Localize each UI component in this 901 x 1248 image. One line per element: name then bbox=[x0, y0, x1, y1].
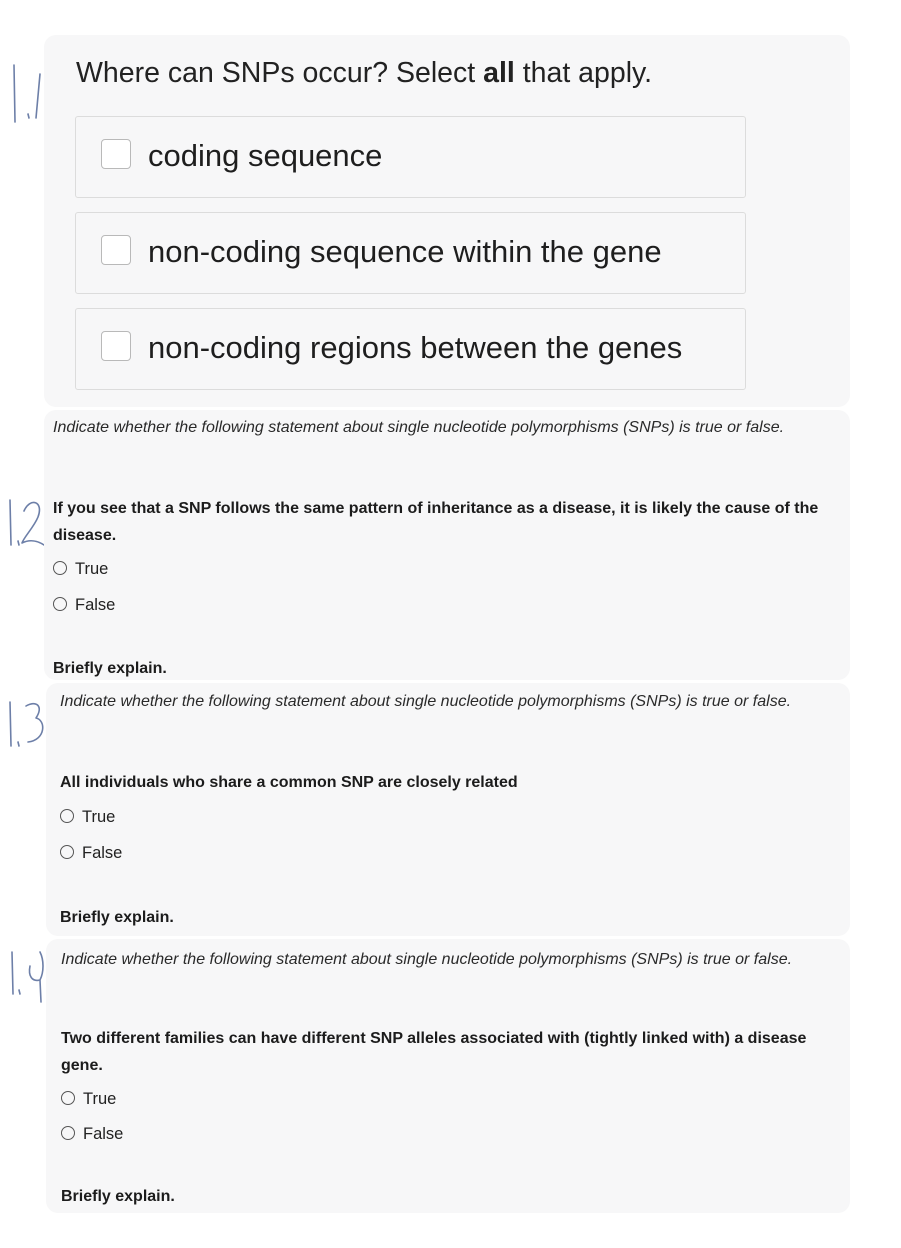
option-true[interactable] bbox=[53, 560, 108, 582]
option-label: coding sequence bbox=[148, 138, 383, 173]
option-coding-sequence[interactable] bbox=[75, 116, 746, 198]
option-non-coding-sequence-within-gene[interactable] bbox=[75, 212, 746, 294]
handwritten-label-1-3 bbox=[4, 696, 48, 756]
option-non-coding-regions-between-genes[interactable] bbox=[75, 308, 746, 390]
checkbox[interactable] bbox=[101, 139, 131, 169]
question-card-true-false-3 bbox=[46, 939, 850, 1213]
radio-button[interactable] bbox=[61, 1091, 75, 1105]
question-card-true-false-1 bbox=[44, 410, 850, 680]
option-label: True bbox=[82, 808, 116, 826]
radio-button[interactable] bbox=[53, 597, 67, 611]
question-statement: Two different families can have different SNP alleles associated with (tightly linked with) a disease gene. bbox=[61, 1030, 807, 1074]
option-label: True bbox=[75, 560, 109, 578]
radio-button[interactable] bbox=[60, 845, 74, 859]
question-title-text: Where can SNPs occur? Select bbox=[76, 57, 484, 89]
question-title-text-end: that apply. bbox=[514, 57, 653, 89]
option-label: False bbox=[83, 1125, 124, 1143]
question-card-snp-locations bbox=[44, 35, 850, 407]
option-true[interactable] bbox=[60, 808, 115, 830]
option-false[interactable] bbox=[60, 844, 122, 866]
question-statement: All individuals who share a common SNP are closely related bbox=[60, 774, 518, 791]
question-instruction: Indicate whether the following statement about single nucleotide polymorphisms (SNPs) is true or false. bbox=[61, 951, 793, 968]
handwritten-label-1-2 bbox=[4, 495, 48, 555]
handwritten-label-1-4 bbox=[6, 946, 50, 1006]
explain-prompt: Briefly explain. bbox=[53, 660, 167, 677]
option-false[interactable] bbox=[53, 596, 115, 618]
option-label: False bbox=[82, 844, 123, 862]
question-statement: If you see that a SNP follows the same pattern of inheritance as a disease, it is likely the cause of the disease. bbox=[53, 500, 819, 544]
option-label: non-coding sequence within the gene bbox=[148, 234, 662, 269]
question-title bbox=[76, 57, 652, 90]
radio-button[interactable] bbox=[61, 1126, 75, 1140]
option-label: non-coding regions between the genes bbox=[148, 330, 683, 365]
option-label: True bbox=[83, 1090, 117, 1108]
option-true[interactable] bbox=[61, 1090, 116, 1112]
checkbox[interactable] bbox=[101, 331, 131, 361]
handwritten-label-1-1 bbox=[6, 60, 46, 130]
option-label: False bbox=[75, 596, 116, 614]
explain-prompt: Briefly explain. bbox=[60, 909, 174, 926]
radio-button[interactable] bbox=[60, 809, 74, 823]
checkbox[interactable] bbox=[101, 235, 131, 265]
radio-button[interactable] bbox=[53, 561, 67, 575]
question-instruction: Indicate whether the following statement about single nucleotide polymorphisms (SNPs) is true or false. bbox=[53, 419, 785, 436]
explain-prompt: Briefly explain. bbox=[61, 1188, 175, 1205]
question-title-emphasis: all bbox=[483, 57, 515, 89]
option-false[interactable] bbox=[61, 1125, 123, 1147]
question-card-true-false-2 bbox=[46, 683, 850, 936]
question-instruction: Indicate whether the following statement about single nucleotide polymorphisms (SNPs) is true or false. bbox=[60, 693, 792, 710]
